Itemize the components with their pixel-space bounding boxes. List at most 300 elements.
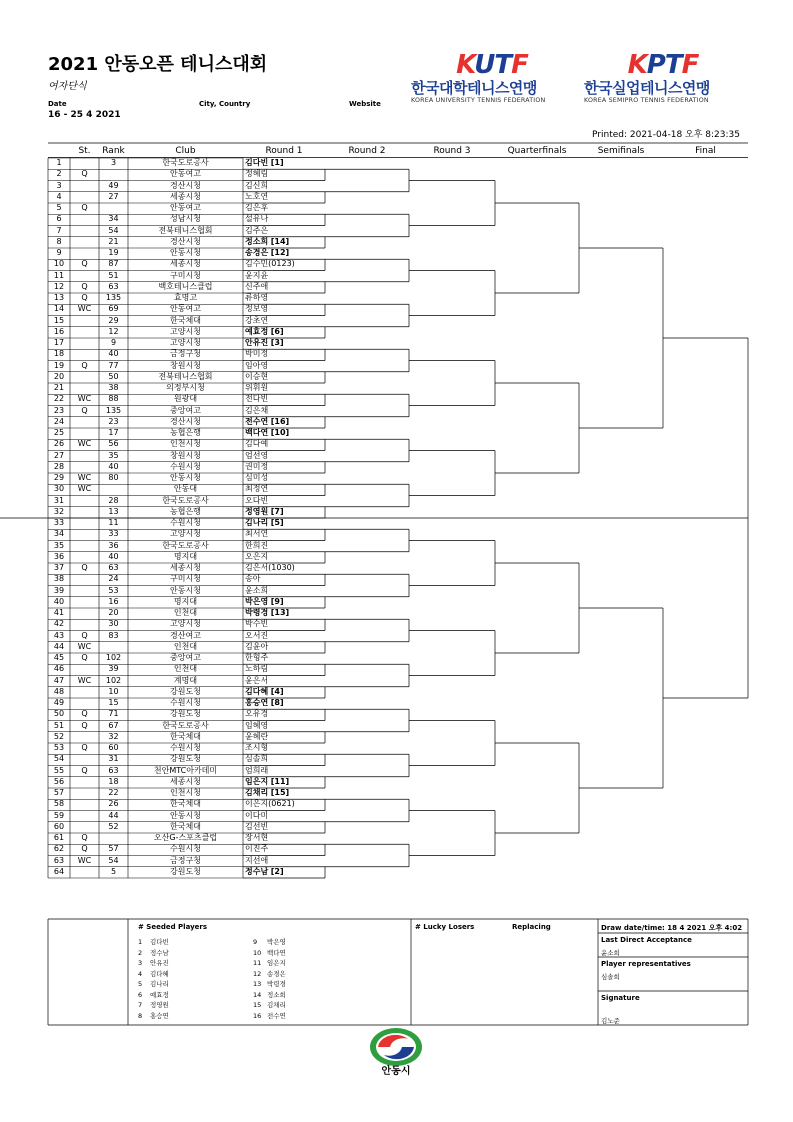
entry-player — [245, 349, 325, 360]
entry-club: 백호테니스클럽 — [158, 281, 213, 291]
entry-club: 한국체대 — [170, 731, 201, 741]
entry-rank — [99, 169, 128, 180]
entry-rank: 51 — [108, 270, 119, 280]
seed-rank: 14 — [253, 990, 262, 999]
player-name: 오은지 — [245, 551, 269, 561]
draw-position: 17 — [53, 338, 65, 347]
entry-status: Q — [81, 259, 88, 269]
entry-player — [245, 642, 325, 653]
entry-player — [245, 676, 325, 687]
draw-position: 18 — [53, 349, 65, 359]
entry-rank: 69 — [108, 304, 119, 314]
entry-club: 한국도로공사 — [162, 158, 209, 167]
entry-status — [70, 316, 99, 327]
entry-status: Q — [81, 709, 88, 719]
draw-position: 51 — [53, 720, 65, 730]
seeded-player — [138, 969, 169, 978]
player-name: 백다연 — [245, 428, 269, 437]
player-name: 한형주 — [245, 653, 269, 662]
entry-rank: 11 — [108, 518, 119, 527]
seed-name: 김나리 — [150, 980, 169, 988]
seeded-player — [138, 990, 169, 999]
entry-club: 금정구청 — [170, 349, 201, 359]
player-name: 박미정 — [245, 349, 269, 359]
entry-status: WC — [77, 675, 92, 685]
entry-player — [245, 631, 325, 642]
draw-position: 46 — [53, 664, 65, 674]
entry-club: 한국도로공사 — [162, 540, 209, 550]
seed-name: 박령경 — [267, 980, 286, 988]
player-name: 최정연 — [245, 484, 269, 494]
lda-label: Last Direct Acceptance — [601, 936, 692, 944]
player-name: 윤혜란 — [245, 731, 269, 741]
entry-status — [70, 181, 99, 192]
draw-position: 49 — [53, 698, 65, 707]
player-name: 안유진 — [245, 338, 269, 347]
entry-rank: 135 — [105, 293, 122, 302]
player-name: 김나리 — [245, 518, 269, 527]
player-name: 심미성 — [245, 473, 269, 482]
entry-status: Q — [81, 833, 88, 842]
entry-rank: 40 — [108, 349, 119, 359]
entry-player — [245, 293, 325, 304]
entry-status: WC — [77, 484, 92, 494]
entry-club: 고양시청 — [170, 338, 201, 347]
seeded-player — [253, 937, 286, 946]
entry-club: 전북테니스협회 — [158, 371, 213, 381]
draw-position: 39 — [53, 585, 65, 595]
entry-player — [245, 282, 325, 293]
entry-rank: 21 — [108, 236, 119, 246]
entry-club: 천안MTC아카데미 — [153, 765, 218, 775]
player-name: 위휘원 — [245, 383, 269, 392]
player-name: 정혜림 — [245, 169, 269, 179]
entry-club: 구미시청 — [170, 574, 201, 584]
seeded-player — [138, 979, 169, 988]
entry-status: Q — [81, 281, 88, 291]
seeded-player — [253, 958, 286, 967]
draw-position: 32 — [53, 506, 65, 516]
entry-player — [245, 372, 325, 383]
player-name: 윤지윤 — [245, 270, 269, 280]
entry-status: Q — [81, 293, 88, 302]
entry-status — [70, 237, 99, 248]
draw-position: 54 — [53, 754, 65, 764]
entry-player — [245, 383, 325, 394]
seed-rank: 15 — [253, 1001, 262, 1009]
entry-rank: 63 — [108, 281, 119, 291]
player-name: 강초연 — [245, 315, 269, 325]
entry-rank: 26 — [108, 799, 119, 809]
entry-status — [70, 754, 99, 765]
entry-player — [245, 777, 325, 788]
seed-rank: 6 — [138, 990, 143, 999]
seed-name: 예효정 — [150, 990, 169, 999]
draw-position: 34 — [53, 529, 65, 539]
player-name: 박수빈 — [245, 619, 269, 629]
player-name: 한희진 — [245, 540, 269, 550]
entry-rank — [99, 484, 128, 495]
entry-player — [245, 248, 325, 259]
entry-rank: 19 — [108, 248, 119, 257]
draw-position: 47 — [53, 675, 65, 685]
entry-club: 수원시청 — [170, 461, 201, 471]
entry-player — [245, 552, 325, 563]
entry-status — [70, 529, 99, 540]
entry-rank: 54 — [108, 225, 119, 235]
entry-status: Q — [81, 844, 88, 854]
seed-number: [12] — [270, 248, 290, 257]
entry-rank: 53 — [108, 585, 119, 595]
entry-player — [245, 316, 325, 327]
entry-player — [245, 799, 325, 810]
seed-number: [7] — [270, 506, 284, 516]
entry-player — [245, 484, 325, 495]
entry-club: 세종시청 — [170, 776, 201, 786]
entry-club: 한국도로공사 — [162, 495, 209, 505]
entry-club: 세종시청 — [170, 191, 201, 201]
entry-status — [70, 428, 99, 439]
entry-rank: 54 — [108, 855, 119, 865]
player-name: 전다빈 — [245, 394, 269, 404]
entry-player — [245, 743, 325, 754]
entry-club: 오산G-스포츠클럽 — [153, 833, 218, 842]
entry-status — [70, 192, 99, 203]
player-name: 김다예 — [245, 439, 269, 449]
player-name: 김은후 — [245, 203, 269, 212]
player-name: 조시형 — [245, 743, 269, 752]
entry-club: 안동시청 — [170, 473, 201, 482]
seed-rank: 4 — [138, 969, 143, 978]
draw-position: 30 — [53, 484, 65, 494]
player-name: 설유나 — [245, 214, 269, 224]
player-name: 노하림 — [245, 664, 269, 674]
entry-rank: 52 — [108, 821, 119, 831]
entry-rank: 15 — [108, 698, 119, 707]
seed-number: [10] — [270, 428, 290, 437]
draw-position: 8 — [56, 236, 62, 246]
draw-position: 45 — [53, 653, 65, 662]
draw-position: 7 — [56, 225, 62, 235]
entry-status — [70, 799, 99, 810]
seed-rank: 2 — [138, 948, 143, 957]
entry-player — [245, 214, 325, 225]
entry-status — [70, 327, 99, 338]
entry-player — [245, 608, 325, 619]
entry-rank: 49 — [108, 180, 119, 190]
entry-status — [70, 619, 99, 630]
draw-position: 61 — [53, 833, 65, 842]
entry-player — [245, 507, 325, 518]
seed-rank: 13 — [253, 980, 262, 988]
entry-status — [70, 226, 99, 237]
draw-position: 62 — [53, 844, 65, 854]
kptf-korean-name: 한국실업테니스연맹 — [584, 79, 710, 97]
entry-club: 한국도로공사 — [162, 720, 209, 730]
entry-status: Q — [81, 720, 88, 730]
entry-rank: 102 — [105, 675, 122, 685]
entry-rank: 10 — [108, 686, 119, 696]
entry-player — [245, 698, 325, 709]
draw-position: 40 — [53, 596, 65, 606]
entry-club: 강원도청 — [170, 754, 201, 764]
entry-player — [245, 259, 325, 270]
city-name: 안동시 — [381, 1066, 411, 1077]
entry-rank: 18 — [108, 776, 119, 786]
entry-player — [245, 709, 325, 720]
draw-position: 2 — [56, 169, 62, 179]
entry-player — [245, 462, 325, 473]
seeded-player — [138, 1011, 169, 1020]
player-name: 최서연 — [245, 529, 269, 539]
entry-club: 고양시청 — [170, 529, 201, 539]
player-name: 지선애 — [245, 855, 269, 865]
entry-rank: 9 — [110, 338, 117, 347]
entry-rank: 50 — [108, 371, 119, 381]
entry-status — [70, 248, 99, 259]
seed-name: 정수남 — [150, 948, 169, 957]
seeded-player — [253, 969, 286, 978]
player-name: 김다빈 — [245, 158, 269, 167]
draw-position: 4 — [56, 191, 62, 201]
seed-rank: 8 — [138, 1011, 143, 1020]
player-name: 박령경 — [245, 608, 269, 617]
entry-club: 원광대 — [173, 394, 198, 404]
seed-name: 홍승연 — [150, 1011, 169, 1020]
entry-player — [245, 473, 325, 484]
entry-club: 한국체대 — [170, 821, 201, 831]
entry-rank: 35 — [108, 450, 119, 460]
entry-status: Q — [81, 563, 88, 572]
seed-rank: 9 — [253, 938, 258, 946]
entry-status: WC — [77, 394, 92, 404]
player-name: 엄선영 — [245, 450, 269, 460]
entry-status: WC — [77, 304, 92, 314]
entry-club: 인천대 — [173, 608, 198, 617]
page-title: 2021 안동오픈 테니스대회 — [48, 54, 268, 75]
entry-rank: 16 — [108, 596, 119, 606]
entry-player — [245, 619, 325, 630]
player-name: 정영원 — [245, 506, 269, 516]
entry-player — [245, 586, 325, 597]
kptf-mark-text: KPTF — [627, 50, 699, 80]
entry-player — [245, 406, 325, 417]
draw-position: 22 — [53, 394, 65, 404]
draw-position: 35 — [53, 540, 65, 550]
entry-club: 한국체대 — [170, 315, 201, 325]
kptf-english-name: KOREA SEMIPRO TENNIS FEDERATION — [584, 97, 709, 104]
draw-position: 5 — [56, 203, 62, 212]
entry-status — [70, 507, 99, 518]
seed-name: 박은영 — [267, 938, 286, 946]
seeded-player — [138, 937, 169, 946]
entry-status — [70, 462, 99, 473]
entry-player — [245, 518, 325, 529]
entry-rank: 67 — [108, 720, 119, 730]
player-name: 윤소희 — [245, 585, 269, 595]
entry-player — [245, 844, 325, 855]
entry-club: 인천대 — [173, 664, 198, 674]
entry-status — [70, 214, 99, 225]
entry-club: 중앙여고 — [170, 405, 201, 415]
draw-position: 12 — [53, 281, 65, 291]
entry-status — [70, 574, 99, 585]
entry-rank: 17 — [108, 428, 119, 437]
draw-position: 48 — [53, 686, 65, 696]
entry-club: 안동시청 — [170, 585, 201, 595]
seed-rank: 10 — [253, 948, 262, 957]
player-name: 김수민(0123) — [245, 259, 295, 269]
entry-status — [70, 822, 99, 833]
entry-club: 고양시청 — [170, 619, 201, 629]
entry-status: Q — [81, 405, 88, 415]
draw-position: 3 — [56, 180, 62, 190]
player-name: 임혜영 — [245, 720, 269, 730]
draw-position: 13 — [53, 293, 65, 302]
seed-name: 송경은 — [267, 969, 286, 978]
column-header: Rank — [102, 146, 125, 156]
draw-position: 60 — [53, 821, 65, 831]
draw-position: 23 — [53, 405, 65, 415]
entry-status: Q — [81, 360, 88, 370]
entry-club: 경산시청 — [170, 180, 201, 190]
kutf-english-name: KOREA UNIVERSITY TENNIS FEDERATION — [411, 97, 546, 104]
entry-club: 창원시청 — [170, 450, 201, 460]
player-name: 오다빈 — [245, 495, 269, 505]
entry-status — [70, 867, 99, 878]
entry-status — [70, 496, 99, 507]
entry-rank: 12 — [108, 326, 119, 336]
lda-value: 윤소희 — [601, 949, 620, 957]
entry-player — [245, 664, 325, 675]
player-name: 엄희래 — [245, 765, 269, 775]
entry-club: 안동대 — [173, 484, 198, 494]
seed-rank: 1 — [138, 938, 143, 946]
entry-status: Q — [81, 169, 88, 179]
player-name: 김은서(1030) — [245, 563, 295, 572]
date-label: Date — [48, 100, 67, 108]
seed-number: [14] — [270, 236, 290, 246]
entry-rank: 135 — [105, 405, 122, 415]
entry-club: 농협은행 — [170, 506, 201, 516]
entry-rank — [99, 833, 128, 844]
entry-status — [70, 338, 99, 349]
entry-club: 성남시청 — [170, 214, 201, 224]
entry-club: 한국체대 — [170, 799, 201, 809]
entry-player — [245, 203, 325, 214]
entry-club: 금정구청 — [170, 855, 201, 865]
seeded-player — [253, 1000, 286, 1009]
player-name: 류하영 — [245, 293, 269, 302]
entry-status: Q — [81, 743, 88, 752]
player-name: 김다혜 — [245, 686, 269, 696]
draw-position: 10 — [53, 259, 65, 269]
player-name: 박은영 — [245, 596, 269, 606]
entry-rank: 5 — [110, 866, 117, 876]
column-header: Round 3 — [433, 146, 471, 156]
entry-player — [245, 574, 325, 585]
column-header: Round 1 — [265, 146, 303, 156]
entry-player — [245, 271, 325, 282]
entry-rank: 3 — [110, 158, 117, 167]
draw-position: 16 — [53, 326, 65, 336]
entry-status — [70, 664, 99, 675]
draw-position: 6 — [56, 214, 62, 224]
entry-rank: 20 — [108, 608, 119, 617]
rep-label: Player representatives — [601, 960, 691, 968]
player-name: 김윤아 — [245, 641, 269, 651]
entry-rank: 29 — [108, 315, 119, 325]
entry-status — [70, 158, 99, 169]
player-name: 임아영 — [245, 360, 269, 370]
player-name: 정수남 — [245, 866, 269, 876]
entry-rank — [99, 203, 128, 214]
entry-player — [245, 226, 325, 237]
seeded-player — [138, 1000, 169, 1009]
player-name: 노호연 — [245, 191, 269, 201]
draw-position: 57 — [53, 788, 65, 797]
entry-player — [245, 394, 325, 405]
draw-datetime: Draw date/time: 18 4 2021 오후 4:02 — [601, 924, 743, 932]
seed-rank: 12 — [253, 969, 262, 978]
draw-position: 14 — [53, 304, 65, 314]
entry-status — [70, 698, 99, 709]
player-name: 임은지 — [245, 776, 269, 786]
draw-position: 42 — [53, 619, 65, 629]
player-name: 김채리 — [245, 788, 269, 797]
entry-player — [245, 653, 325, 664]
entry-player — [245, 687, 325, 698]
entry-rank: 36 — [108, 540, 119, 550]
seed-number: [8] — [270, 698, 284, 707]
entry-rank: 56 — [108, 439, 119, 449]
draw-position: 53 — [53, 743, 65, 752]
entry-player — [245, 169, 325, 180]
player-name: 예효정 — [245, 326, 269, 336]
seeded-player — [253, 979, 286, 988]
entry-status — [70, 586, 99, 597]
seed-name: 임은지 — [267, 959, 286, 967]
entry-club: 농협은행 — [170, 428, 201, 437]
seed-number: [3] — [270, 338, 284, 347]
entry-player — [245, 304, 325, 315]
entry-player — [245, 496, 325, 507]
city-label: City, Country — [199, 100, 251, 108]
entry-rank: 63 — [108, 563, 119, 572]
draw-position: 27 — [53, 450, 65, 460]
player-name: 송아 — [245, 574, 261, 584]
entry-player — [245, 327, 325, 338]
player-name: 이승현 — [245, 371, 269, 381]
seeded-player — [253, 948, 286, 957]
player-name: 김주은 — [245, 225, 269, 235]
entry-club: 수원시청 — [170, 518, 201, 527]
lucky-losers-header: # Lucky Losers — [415, 923, 475, 931]
column-header: Final — [695, 146, 716, 156]
seed-number: [13] — [270, 608, 290, 617]
entry-status: WC — [77, 855, 92, 865]
column-header: Quarterfinals — [507, 146, 567, 156]
entry-club: 안동여고 — [170, 304, 201, 314]
entry-status — [70, 552, 99, 563]
entry-rank: 60 — [108, 743, 119, 752]
draw-position: 11 — [53, 270, 65, 280]
entry-player — [245, 338, 325, 349]
entry-status — [70, 451, 99, 462]
entry-player — [245, 856, 325, 867]
entry-club: 세종시청 — [170, 259, 201, 269]
draw-position: 15 — [53, 315, 65, 325]
